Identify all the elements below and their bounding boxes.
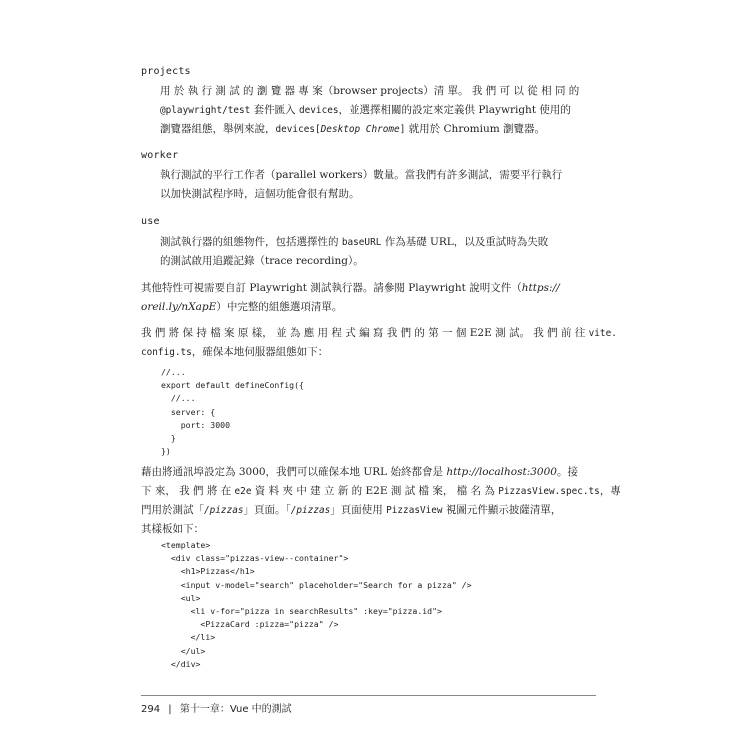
text-line: 以加快測試程序時，這個功能會很有幫助。 [160, 188, 360, 200]
paragraph-vite-config [141, 324, 617, 362]
text-line: 門用於測試「/pizzas」頁面。「/pizzas」頁面使用 PizzasView 視圖元件顯示披薩清單， [141, 504, 562, 516]
text-line: oreil.ly/nXapE）中完整的組態選項清單。 [141, 301, 343, 313]
text-line: 用 於 執 行 測 試 的 瀏 覽 器 專 案（browser projects）清 單。 我 們 可 以 從 相 同 的 [160, 85, 580, 97]
page-number: 294 [141, 704, 161, 715]
text-line: 其樣板如下： [141, 523, 204, 535]
paragraph-e2e-test [141, 463, 621, 539]
text-line: 測試執行器的組態物件，包括選擇性的 baseURL 作為基礎 URL，以及重試時為失敗 [160, 236, 549, 248]
text-line: config.ts，確保本地伺服器組態如下： [141, 346, 329, 358]
footer-separator: | [168, 704, 172, 715]
text-line: @playwright/test 套件匯入 devices，並選擇相關的設定來定義供 Playwright 使用的 [160, 104, 571, 116]
footer-divider [141, 695, 596, 696]
docs-link-cont[interactable]: oreil.ly/nXapE [141, 301, 217, 313]
term-worker: worker [141, 150, 179, 161]
code-block-template: <template> <div class="pizzas-view--container"> <h1>Pizzas</h1> <input v-model="search" placeholder="Search for a pizza" /> <ul> <li v-for="pizza in searchResults" :key="pizza.id"> <PizzaCard :pizza="pizza" /> </li> </ul> </div> [161, 540, 472, 669]
localhost-url[interactable]: http://localhost:3000 [446, 466, 557, 478]
text-line: 其他特性可視需要自訂 Playwright 測試執行器。請參閱 Playwright 說明文件（https:// [141, 282, 560, 294]
text-line: 藉由將通訊埠設定為 3000，我們可以確保本地 URL 始終都會是 http://localhost:3000。接 [141, 466, 578, 478]
docs-link[interactable]: https:// [521, 282, 560, 294]
page-footer [141, 700, 292, 715]
text-line: 我 們 將 保 持 檔 案 原 樣， 並 為 應 用 程 式 編 寫 我 們 的 第 一 個 E2E 測 試。 我 們 前 往 vite. [141, 327, 617, 339]
code-block-vite-config: //... export default defineConfig({ //... server: { port: 3000 } }) [161, 367, 304, 457]
projects-description [160, 82, 596, 139]
use-description [160, 233, 596, 271]
paragraph-playwright-docs [141, 279, 596, 317]
text-line: 下 來， 我 們 將 在 e2e 資 料 夾 中 建 立 新 的 E2E 測 試 檔 案， 檔 名 為 PizzasView.spec.ts，專 [141, 485, 621, 497]
text-line: 執行測試的平行工作者（parallel workers）數量。當我們有許多測試，需要平行執行 [160, 169, 563, 181]
text-line: 瀏覽器組態，舉例來說，devices[Desktop Chrome] 就用於 Chromium 瀏覽器。 [160, 123, 546, 135]
text-line: 的測試啟用追蹤記錄（trace recording）。 [160, 255, 364, 267]
term-projects: projects [141, 66, 191, 77]
worker-description [160, 166, 596, 204]
term-use: use [141, 216, 160, 227]
chapter-title: 第十一章：Vue 中的測試 [179, 704, 292, 715]
